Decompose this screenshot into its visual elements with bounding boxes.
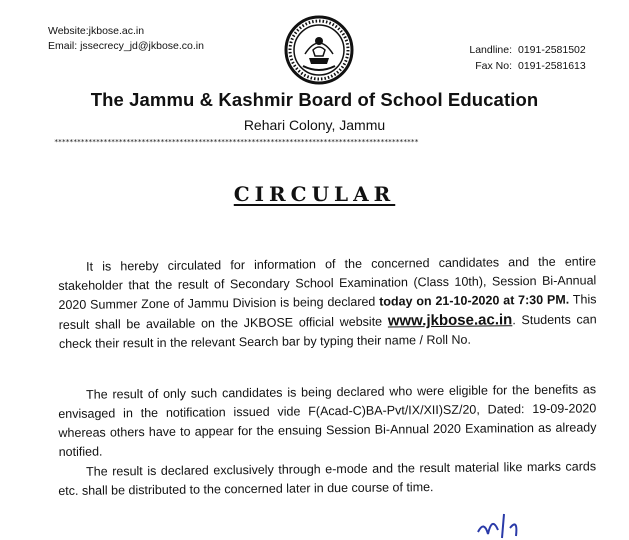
jkbose-website-link[interactable]: www.jkbose.ac.in	[387, 311, 513, 330]
document-title	[0, 182, 629, 206]
website-text: Website:jkbose.ac.in	[48, 25, 145, 37]
paragraph-1	[58, 252, 597, 354]
p3-text: The result is declared exclusively through e-mode and the result material like marks cards etc. shall be distributed to the concerned later in due course of time.	[58, 459, 597, 498]
fax-number: 0191-2581613	[518, 60, 586, 72]
organization-name: The Jammu & Kashmir Board of School Education	[90, 89, 539, 110]
fax-label: Fax No:	[475, 60, 512, 72]
phone-fax-info	[452, 42, 586, 74]
title-text: CIRCULAR	[233, 182, 396, 206]
board-emblem-logo	[283, 14, 355, 86]
signature-mark	[474, 510, 544, 540]
contact-info	[48, 24, 204, 54]
email-text: Email: jssecrecy_jd@jkbose.co.in	[48, 40, 204, 52]
p1-text-a: It is hereby circulated for information of the concerned candidates and the entire stakeholder that the result of Secondary School Examination (Class 10th), Session Bi-Annual 2020 Summer Zone of Jammu Division is being declared	[58, 254, 597, 312]
landline-label: Landline:	[469, 44, 512, 56]
p2-text: The result of only such candidates is being declared who were eligible for the benefits as envisaged in the notification issued vide F(Acad-C)BA-Pvt/IX/XII)SZ/20, Dated: 19-09-2020 whereas others have to appear for the ensuing Session Bi-Annual 2020 Examination as already notified.	[58, 382, 597, 459]
result-datetime: today on 21-10-2020 at 7:30 PM.	[379, 292, 570, 309]
p1-text-c: . Students can check their result in the relevant Search bar by typing their name / Roll No.	[58, 312, 597, 351]
paragraph-2	[58, 380, 597, 462]
separator-line: ************************************************************************************************	[54, 137, 419, 146]
p1-text-b: This result shall be available on the JKBOSE official website	[58, 292, 597, 332]
landline-number: 0191-2581502	[518, 44, 586, 56]
organization-address: Rehari Colony, Jammu	[243, 117, 386, 133]
paragraph-3	[58, 457, 596, 501]
